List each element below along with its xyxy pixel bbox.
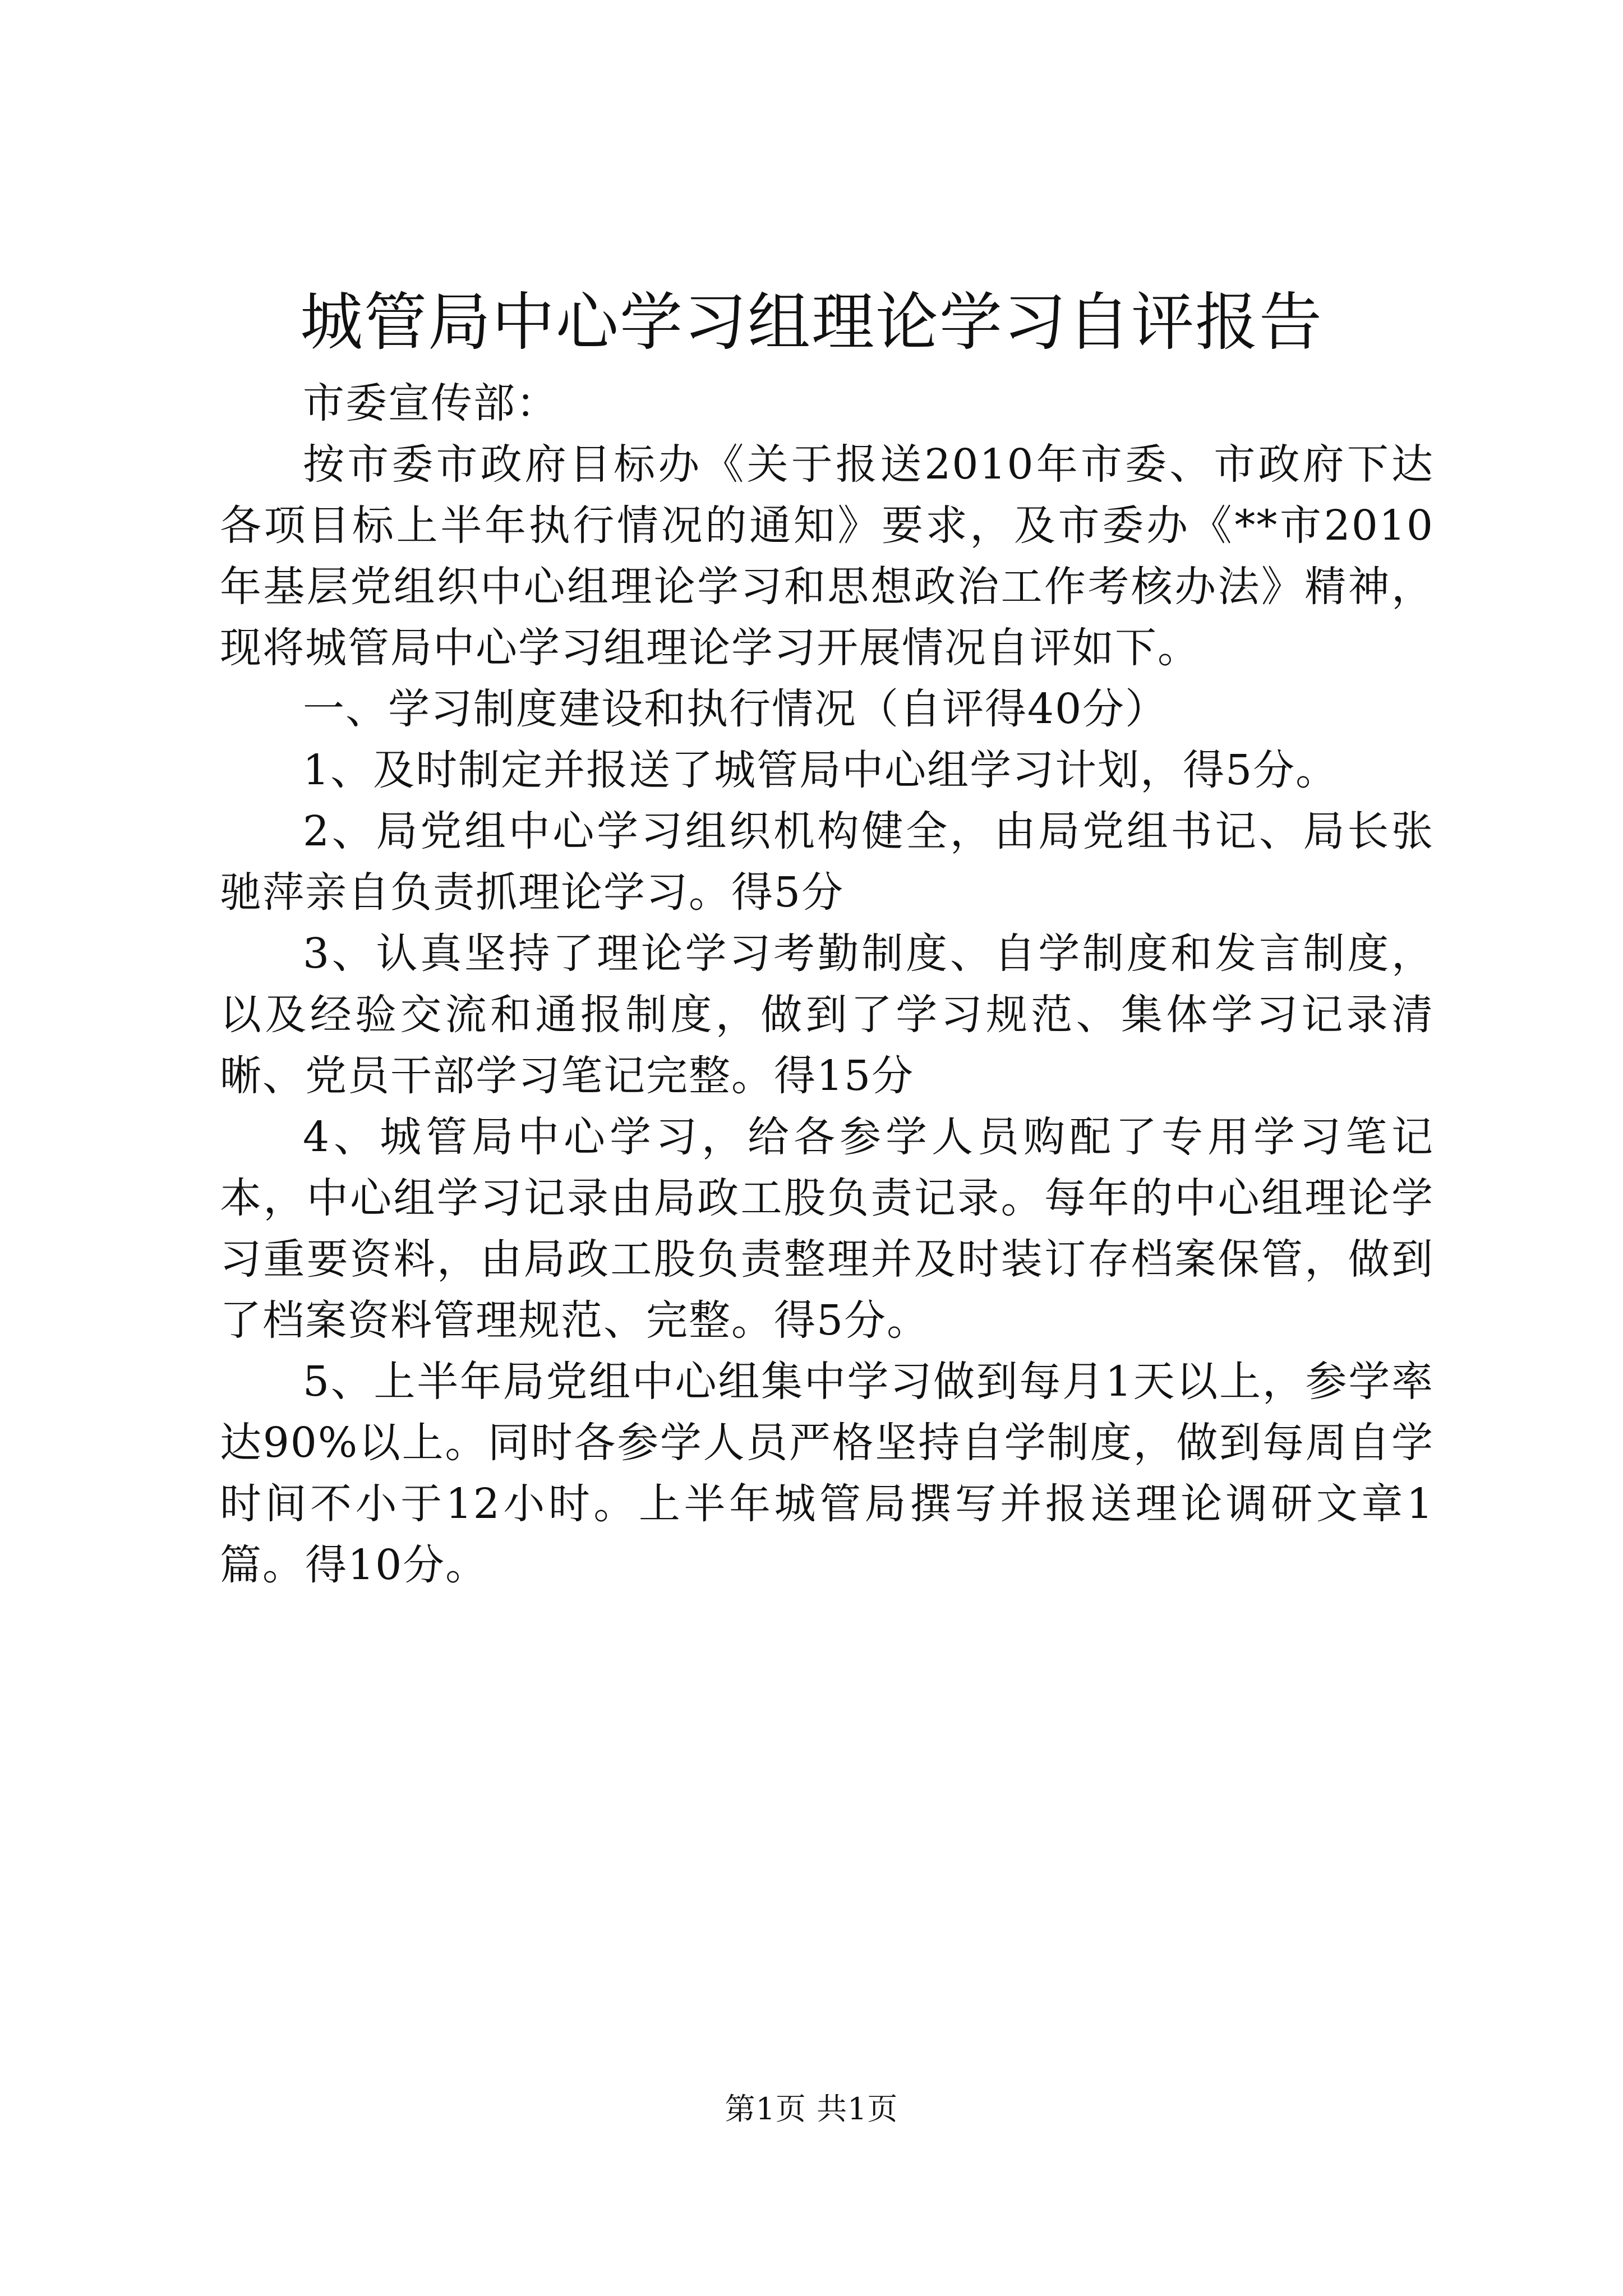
- section-heading: 一、学习制度建设和执行情况（自评得40分）: [303, 685, 1168, 733]
- list-item: 2、局党组中心学习组织机构健全，由局党组书记、局长张驰萍亲自负责抓理论学习。得5分: [220, 807, 1434, 917]
- list-item: 3、认真坚持了理论学习考勤制度、自学制度和发言制度，以及经验交流和通报制度，做到了学习规范、集体学习记录清晰、党员干部学习笔记完整。得15分: [220, 930, 1434, 1100]
- list-item: 5、上半年局党组中心组集中学习做到每月1天以上，参学率达90%以上。同时各参学人员严格坚持自学制度，做到每周自学时间不小于12小时。上半年城管局撰写并报送理论调研文章1篇。得10分。: [220, 1358, 1434, 1589]
- list-item: 4、城管局中心学习，给各参学人员购配了专用学习笔记本，中心组学习记录由局政工股负责记录。每年的中心组理论学习重要资料，由局政工股负责整理并及时装订存档案保管，做到了档案资料管理规范、完整。得5分。: [220, 1113, 1434, 1345]
- paragraph-intro: 按市委市政府目标办《关于报送2010年市委、市政府下达各项目标上半年执行情况的通知》要求，及市委办《**市2010年基层党组织中心组理论学习和思想政治工作考核办法》精神，现将城管局中心学习组理论学习开展情况自评如下。: [220, 440, 1434, 672]
- document-body: [220, 373, 1434, 1596]
- page-footer: 第1页 共1页: [725, 2091, 898, 2127]
- document-title: 城管局中心学习组理论学习自评报告: [300, 286, 1323, 359]
- salutation: 市委宣传部：: [303, 379, 559, 427]
- list-item: 1、及时制定并报送了城管局中心组学习计划，得5分。: [303, 746, 1339, 794]
